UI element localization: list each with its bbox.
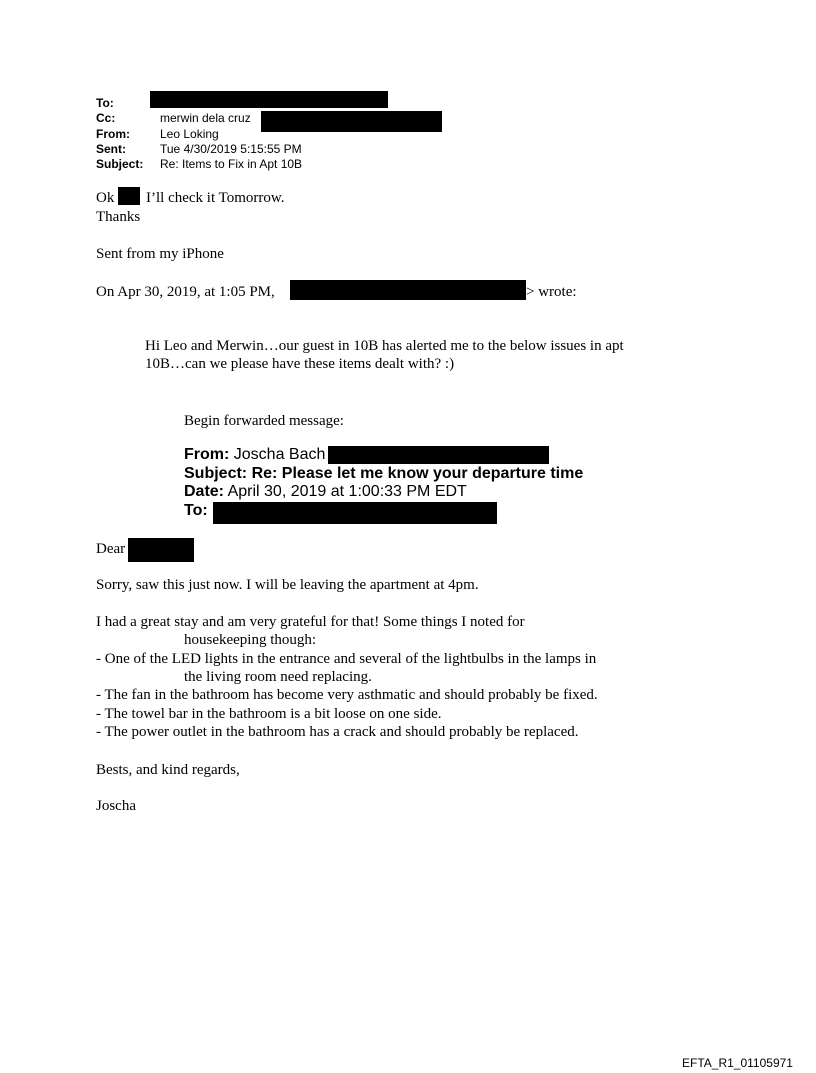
message-p1: Sorry, saw this just now. I will be leaving the apartment at 4pm.: [96, 577, 479, 593]
fwd-from-value: Joscha Bach: [233, 446, 326, 463]
sent-value: Tue 4/30/2019 5:15:55 PM: [160, 142, 302, 156]
fwd-date-line: [184, 483, 467, 501]
quote-intro-start: On Apr 30, 2019, at 1:05 PM,: [96, 284, 275, 300]
redaction-box: [290, 280, 526, 300]
signature-name: Joscha: [96, 798, 136, 814]
from-value: Leo Loking: [160, 127, 219, 141]
reply-signature: Sent from my iPhone: [96, 246, 224, 262]
message-p2-line1: I had a great stay and am very grateful for that! Some things I noted for: [96, 614, 525, 630]
reply-line-start: Ok: [96, 190, 115, 206]
quoted-line-2: 10B…can we please have these items dealt with? :): [145, 356, 455, 372]
fwd-date-label: Date:: [184, 483, 225, 500]
document-id: EFTA_R1_01105971: [682, 1056, 793, 1070]
redaction-box: [150, 91, 388, 108]
list-item-1-line2: the living room need replacing.: [184, 669, 372, 685]
fwd-date-value: April 30, 2019 at 1:00:33 PM EDT: [227, 483, 467, 500]
redaction-box: [213, 502, 497, 524]
message-p2-line2: housekeeping though:: [184, 632, 317, 648]
list-item-2: - The fan in the bathroom has become very asthmatic and should probably be fixed.: [96, 687, 598, 703]
greeting: Dear: [96, 541, 126, 557]
closing: Bests, and kind regards,: [96, 762, 240, 778]
quoted-line-1: Hi Leo and Merwin…our guest in 10B has alerted me to the below issues in apt: [145, 338, 624, 354]
quote-intro-end: > wrote:: [526, 284, 577, 300]
fwd-to-label: To:: [184, 502, 208, 519]
to-label: To:: [96, 96, 114, 110]
redaction-box: [261, 111, 442, 132]
list-item-4: - The power outlet in the bathroom has a crack and should probably be replaced.: [96, 724, 579, 740]
fwd-from-line: [184, 446, 325, 464]
fwd-subject-label: Subject:: [184, 465, 248, 482]
from-label: From:: [96, 127, 130, 141]
cc-label: Cc:: [96, 111, 116, 125]
fwd-from-label: From:: [184, 446, 230, 463]
redaction-box: [328, 446, 549, 464]
begin-forwarded: Begin forwarded message:: [184, 413, 344, 429]
list-item-1-line1: - One of the LED lights in the entrance and several of the lightbulbs in the lamps in: [96, 651, 597, 667]
cc-value: merwin dela cruz: [160, 111, 251, 125]
fwd-subject-line: [184, 465, 583, 483]
subject-label: Subject:: [96, 157, 144, 171]
list-item-3: - The towel bar in the bathroom is a bit loose on one side.: [96, 706, 442, 722]
subject-value: Re: Items to Fix in Apt 10B: [160, 157, 303, 171]
reply-line-end: I’ll check it Tomorrow.: [146, 190, 285, 206]
fwd-subject-value: Re: Please let me know your departure time: [251, 465, 584, 482]
reply-thanks: Thanks: [96, 209, 141, 225]
redaction-box: [128, 538, 194, 562]
redaction-box: [118, 187, 140, 205]
sent-label: Sent:: [96, 142, 126, 156]
